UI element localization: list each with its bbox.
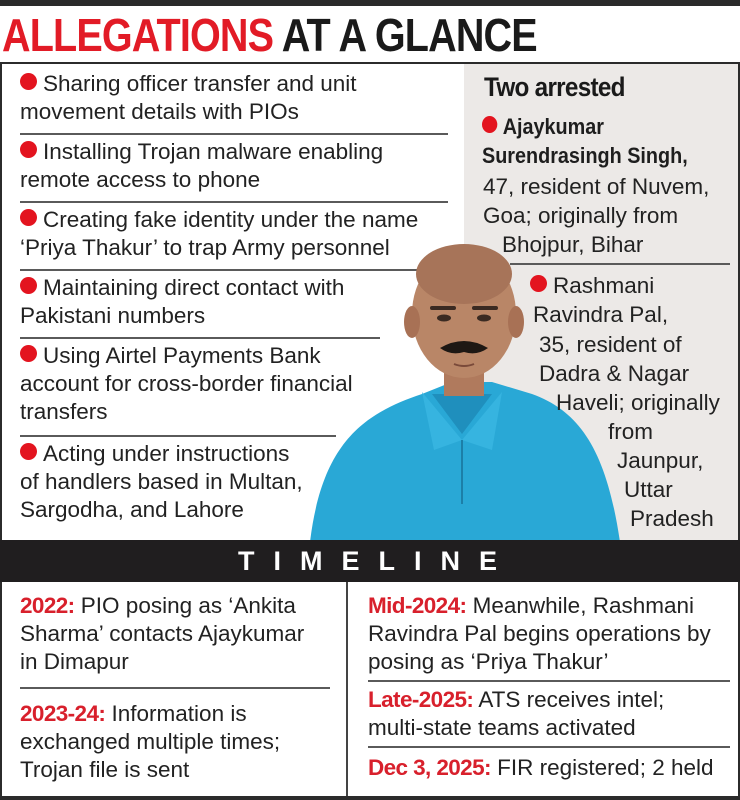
timeline-date: 2022: — [20, 593, 75, 618]
timeline-date: 2023-24: — [20, 701, 106, 726]
red-bullet-icon — [20, 73, 37, 90]
timeline-date: Dec 3, 2025: — [368, 755, 491, 780]
red-bullet-icon — [20, 277, 37, 294]
timeline-entry: 2023-24: Information is exchanged multiple times; Trojan file is sent — [20, 701, 281, 782]
person1-detail: Bhojpur, Bihar — [502, 232, 644, 257]
title-black-part: AT A GLANCE — [281, 9, 537, 61]
red-bullet-icon — [20, 345, 37, 362]
title-red-part: ALLEGATIONS — [2, 9, 274, 61]
timeline-entry: Dec 3, 2025: FIR registered; 2 held — [368, 755, 714, 780]
allegation-item: Installing Trojan malware enabling remote access to phone — [20, 139, 384, 192]
person2-detail: Pradesh — [630, 506, 714, 531]
allegation-item: Using Airtel Payments Bank account for cross-border financial transfers — [20, 343, 353, 424]
timeline-entry: Mid-2024: Meanwhile, Rashmani Ravindra Pal begins operations by posing as ‘Priya Thakur’ — [368, 593, 711, 674]
person2-detail: Jaunpur, — [617, 448, 704, 473]
top-rule — [0, 0, 740, 6]
red-bullet-icon — [482, 116, 497, 133]
timeline-entry: 2022: PIO posing as ‘Ankita Sharma’ contacts Ajaykumar in Dimapur — [20, 593, 305, 674]
person2-detail: from — [608, 419, 653, 444]
red-bullet-icon — [20, 141, 37, 158]
arrested-title: Two arrested — [484, 72, 625, 102]
divider — [20, 687, 330, 689]
person2-name: Rashmani — [530, 271, 654, 300]
person1-name: Ajaykumar Surendrasingh Singh, — [482, 114, 688, 168]
timeline-box — [0, 582, 740, 800]
divider — [20, 435, 336, 437]
person2-detail: Ravindra Pal, — [533, 302, 669, 327]
divider — [368, 746, 730, 748]
page-title — [2, 10, 537, 60]
timeline-title: TIMELINE — [238, 546, 516, 576]
allegation-item: Acting under instructions of handlers based in Multan, Sargodha, and Lahore — [20, 441, 303, 522]
allegation-item: Sharing officer transfer and unit movement details with PIOs — [20, 71, 357, 124]
red-bullet-icon — [20, 209, 37, 226]
allegations-box — [0, 62, 740, 540]
red-bullet-icon — [530, 275, 547, 292]
timeline-date: Late-2025: — [368, 687, 474, 712]
timeline-header — [0, 540, 740, 582]
divider — [368, 680, 730, 682]
divider — [510, 263, 730, 265]
bottom-rule — [0, 796, 740, 800]
divider — [20, 201, 448, 203]
red-bullet-icon — [20, 443, 37, 460]
person1-detail: 47, resident of Nuvem, — [483, 174, 710, 199]
allegation-item: Maintaining direct contact with Pakistani numbers — [20, 275, 345, 328]
divider — [20, 133, 448, 135]
timeline-date: Mid-2024: — [368, 593, 467, 618]
allegation-item: Creating fake identity under the name ‘Priya Thakur’ to trap Army personnel — [20, 207, 419, 260]
person2-detail: Haveli; originally — [556, 390, 720, 415]
person1-detail: Goa; originally from — [483, 203, 679, 228]
person2-detail: 35, resident of — [539, 332, 682, 357]
column-divider — [346, 582, 348, 796]
person2-detail: Dadra & Nagar — [539, 361, 690, 386]
timeline-entry: Late-2025: ATS receives intel; multi-state teams activated — [368, 687, 665, 740]
person2-detail: Uttar — [624, 477, 673, 502]
